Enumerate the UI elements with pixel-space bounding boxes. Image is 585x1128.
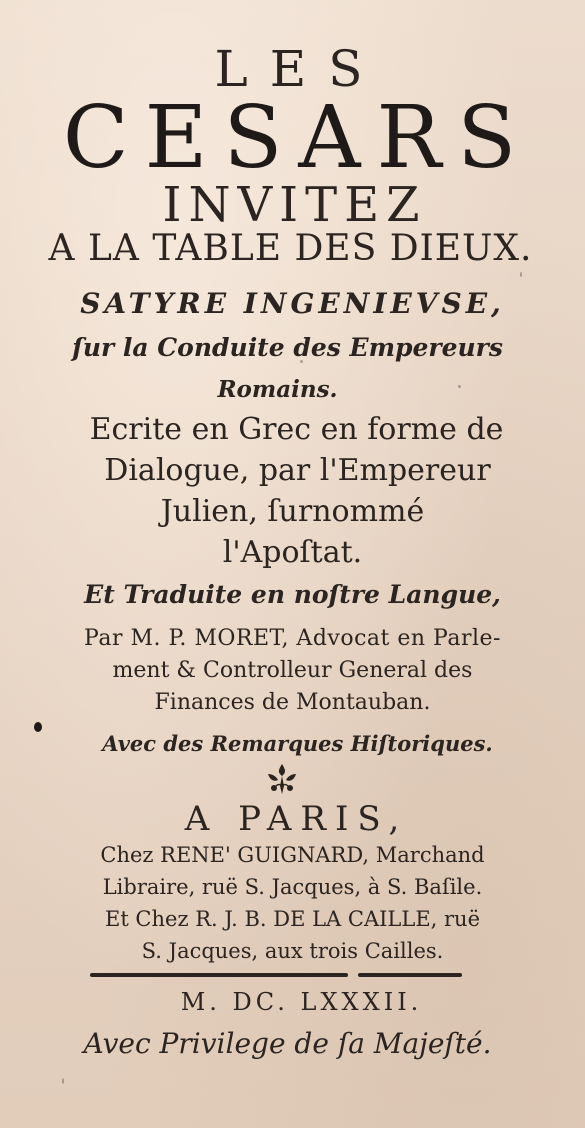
description-julien: Julien, ſurnommé — [160, 494, 425, 529]
paper-fleck — [458, 385, 461, 388]
imprint-date: M. DC. LXXXII. — [180, 988, 423, 1016]
fleuron-icon — [264, 762, 300, 796]
subtitle-satyre: SATYRE INGENIEVSE, — [80, 287, 505, 320]
description-dialogue: Dialogue, par l'Empereur — [104, 453, 491, 488]
description-ecrite: Ecrite en Grec en forme de — [89, 412, 504, 447]
imprint-publisher-2: Et Chez R. J. B. DE LA CAILLE, ruë — [104, 907, 480, 931]
imprint-address-1: Libraire, ruë S. Jacques, à S. Baſile. — [102, 875, 483, 899]
paper-fleck — [300, 360, 303, 363]
title-cesars: CESARS — [62, 88, 533, 188]
imprint-publisher-1: Chez RENE' GUIGNARD, Marchand — [100, 843, 485, 867]
imprint-rule-left — [90, 973, 348, 977]
translator-line-3: Finances de Montauban. — [154, 690, 431, 715]
subtitle-romains: Romains. — [217, 376, 338, 403]
subtitle-conduite: ſur la Conduite des Empereurs — [72, 333, 503, 362]
translator-line-2: ment & Controlleur General des — [112, 658, 473, 683]
imprint-address-2: S. Jacques, aux trois Cailles. — [141, 939, 444, 963]
privilege-line: Avec Privilege de ſa Majeſté. — [83, 1027, 492, 1060]
description-apostat: l'Apoſtat. — [222, 535, 363, 570]
ink-spot — [34, 722, 42, 732]
imprint-place: A PARIS, — [184, 799, 409, 839]
paper-fleck — [62, 1078, 64, 1084]
paper-fleck — [520, 272, 522, 277]
translation-line: Et Traduite en noſtre Langue, — [84, 580, 501, 609]
title-invitez: INVITEZ — [162, 177, 427, 233]
title-les: LES — [214, 40, 385, 98]
translator-line-1: Par M. P. MORET, Advocat en Parle- — [84, 626, 501, 651]
title-table-des-dieux: A LA TABLE DES DIEUX. — [48, 228, 533, 269]
remarques-line: Avec des Remarques Hiſtoriques. — [102, 731, 493, 756]
imprint-rule-right — [358, 973, 462, 977]
